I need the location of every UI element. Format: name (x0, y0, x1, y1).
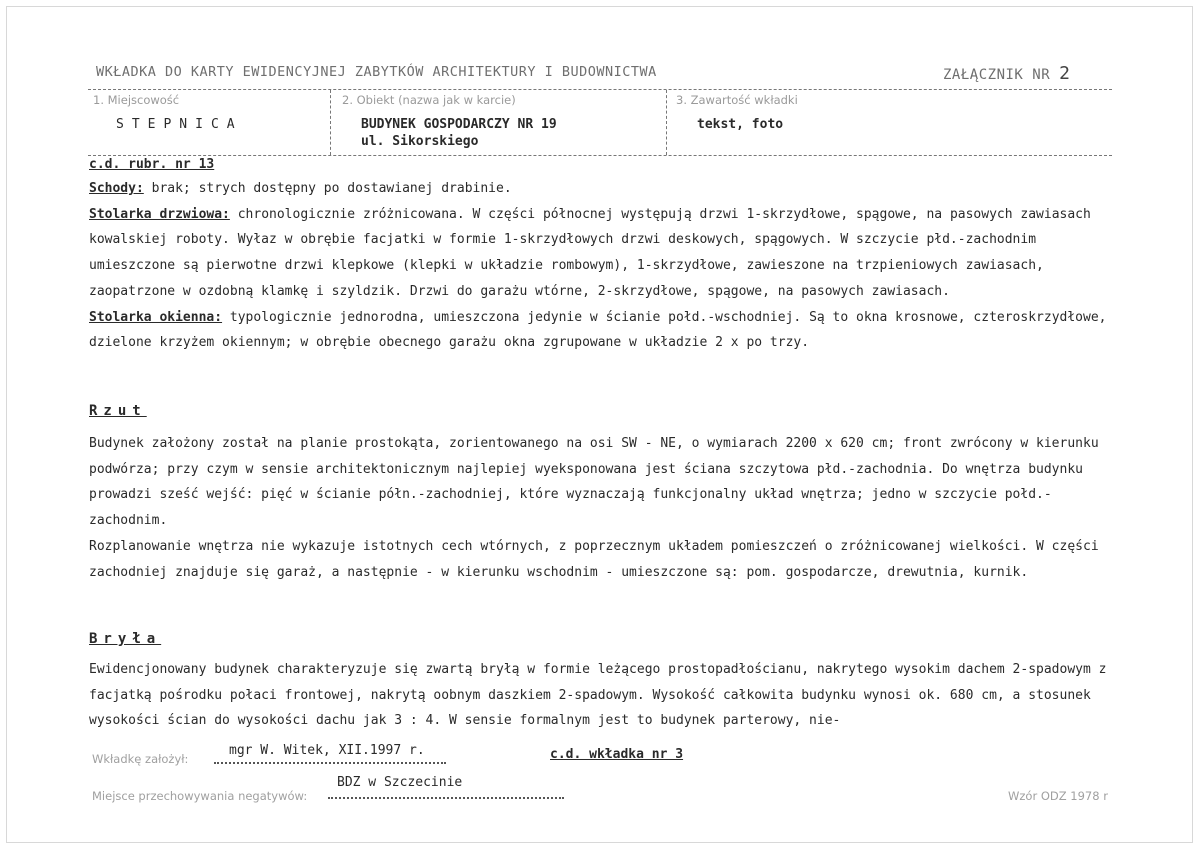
contents-label: 3. Zawartość wkładki (676, 93, 798, 107)
door-joinery-heading: Stolarka drzwiowa: (89, 206, 230, 222)
locality-label: 1. Miejscowość (93, 93, 180, 107)
rzut-paragraph: Rozplanowanie wnętrza nie wykazuje istotnych cech wtórnych, z poprzecznym układem pomieszczeń o zróżnicowanej wielkości. W części zachodniej znajduje się garaż, a następnie - w kierunku wschodnim - umieszczone są: pom. gospodarcze, drewutnia, kurnik. (89, 538, 1099, 580)
annex-label: ZAŁĄCZNIK NR (943, 67, 1051, 83)
form-title: WKŁADKA DO KARTY EWIDENCYJNEJ ZABYTKÓW ARCHITEKTURY I BUDOWNICTWA (96, 64, 657, 80)
header-rule (88, 89, 1112, 90)
stairs-heading: Schody: (89, 181, 144, 196)
storage-dotted-line (328, 797, 564, 799)
storage-label: Miejsce przechowywania negatywów: (92, 789, 308, 803)
rzut-block (89, 431, 1119, 585)
annex-value: 2 (1059, 63, 1071, 84)
section-title-bryla: Bryła (89, 631, 162, 647)
fields-rule (88, 155, 1112, 156)
annex-number (943, 63, 1070, 84)
stairs-text: brak; strych dostępny po dostawianej drabinie. (151, 181, 512, 196)
description-block (89, 176, 1119, 356)
field-divider (666, 90, 667, 155)
object-label: 2. Obiekt (nazwa jak w karcie) (342, 93, 516, 107)
object-value: BUDYNEK GOSPODARCZY NR 19 (361, 117, 557, 132)
window-joinery-paragraph (89, 305, 1119, 356)
window-joinery-heading: Stolarka okienna: (89, 309, 223, 325)
founder-value: mgr W. Witek, XII.1997 r. (229, 743, 425, 758)
founder-dotted-line (214, 762, 446, 764)
window-joinery-text: typologicznie jednorodna, umieszczona jedynie w ścianie połd.-wschodniej. Są to okna krosnowe, czteroskrzydłowe, dzielone krzyżem okiennym; w obrębie obecnego garażu okna zgrupowane w układzie 2 x po trzy. (89, 309, 1107, 351)
continuation-ref: c.d. rubr. nr 13 (89, 157, 215, 172)
bryla-paragraph: Ewidencjonowany budynek charakteryzuje się zwartą bryłą w formie leżącego prostopadłościanu, nakrytego wysokim dachem 2-spadowym z facjatką pośrodku połaci frontowej, nakrytą oobnym daszkiem 2-spadowym. Wysokość całkowita budynku wynosi ok. 680 cm, a stosunek wysokości ścian do wysokości dachu jak 3 : 4. W sensie formalnym jest to budynek parterowy, nie- (89, 662, 1107, 729)
next-insert-ref: c.d. wkładka nr 3 (550, 747, 684, 762)
template-mark: Wzór ODZ 1978 r (1008, 789, 1108, 803)
door-joinery-paragraph (89, 202, 1119, 305)
contents-value: tekst, foto (697, 117, 784, 132)
rzut-paragraph: Budynek założony został na planie prostokąta, zorientowanego na osi SW - NE, o wymiarach 2200 x 620 cm; front zwrócony w kierunku podwórza; przy czym w sensie architektonicznym najlepiej wyeksponowana jest ściana szczytowa płd.-zachodnia. Do wnętrza budynku prowadzi sześć wejść: pięć w ścianie półn.-zachodniej, które wyznaczają funkcjonalny układ wnętrza; jedno w szczycie połd.-zachodnim. (89, 436, 1099, 529)
section-title-rzut: Rzut (89, 403, 147, 419)
object-street: ul. Sikorskiego (361, 134, 479, 149)
stairs-paragraph (89, 176, 1119, 202)
storage-value: BDZ w Szczecinie (337, 775, 463, 790)
door-joinery-text: chronologicznie zróżnicowana. W części północnej występują drzwi 1-skrzydłowe, spągowe, na pasowych zawiasach kowalskiej roboty. Wyłaz w obrębie facjatki w formie 1-skrzydłowych drzwi deskowych, spągowych. W szczycie płd.-zachodnim umieszczone są pierwotne drzwi klepkowe (klepki w układzie rombowym), 1-skrzydłowe, zawieszone na trzpieniowych zawiasach, zaopatrzone w ozdobną klamkę i szyldzik. Drzwi do garażu wtórne, 2-skrzydłowe, spągowe, na pasowych zawiasach. (89, 206, 1091, 299)
founder-label: Wkładkę założył: (92, 752, 189, 766)
bryla-block (89, 657, 1119, 734)
locality-value: STEPNICA (116, 117, 243, 132)
field-divider (330, 90, 331, 155)
